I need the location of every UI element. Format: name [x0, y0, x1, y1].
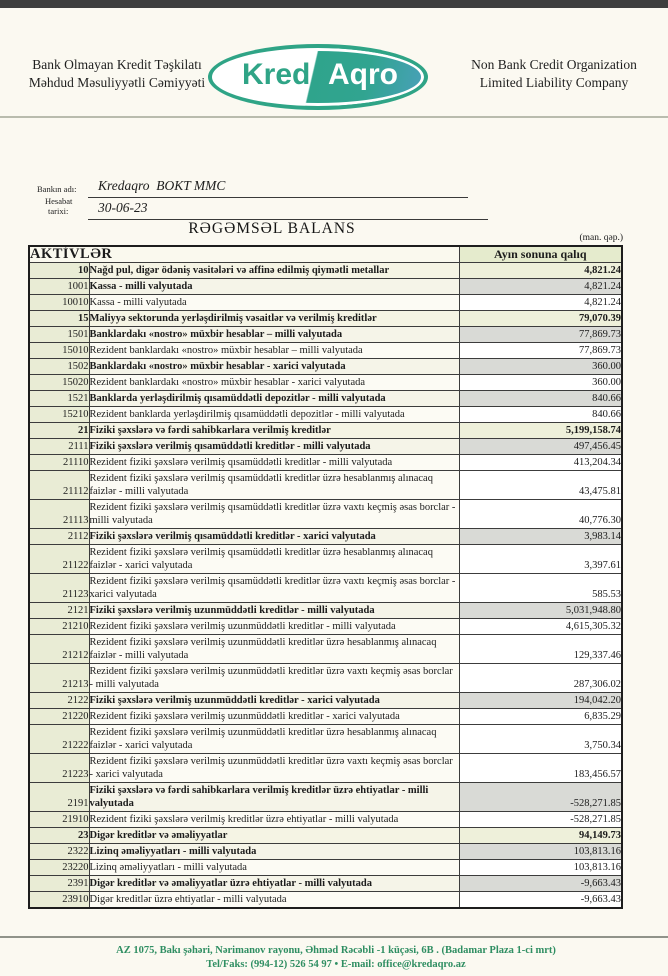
account-label: Rezident fiziki şəxslərə verilmiş uzunmüddətli kreditlər üzrə vaxtı keçmiş əsas borclar - milli valyutada: [89, 664, 459, 693]
table-row: [29, 860, 622, 876]
account-label: Nağd pul, digər ödəniş vasitələri və affinə edilmiş qiymətli metallar: [89, 263, 459, 279]
document-title: RƏGƏMSƏL BALANS: [188, 220, 356, 237]
report-date-label-line1: Hesabat: [45, 196, 73, 206]
account-value: -528,271.85: [459, 812, 622, 828]
table-row: [29, 471, 622, 500]
account-code: 15020: [29, 375, 89, 391]
account-value: 4,615,305.32: [459, 619, 622, 635]
account-value: 43,475.81: [459, 471, 622, 500]
table-row: [29, 635, 622, 664]
account-code: 21112: [29, 471, 89, 500]
account-code: 21222: [29, 725, 89, 754]
value-column-header: Ayın sonuna qalıq: [459, 246, 622, 263]
account-label: Rezident fiziki şəxslərə verilmiş qısamüddətli kreditlər - milli valyutada: [89, 455, 459, 471]
account-value: -9,663.43: [459, 876, 622, 892]
logo-text-kred: Kred: [242, 58, 311, 91]
account-code: 21910: [29, 812, 89, 828]
table-row: [29, 892, 622, 909]
currency-note: (man. qəp.): [579, 233, 623, 243]
account-value: 77,869.73: [459, 327, 622, 343]
account-label: Fiziki şəxslərə verilmiş qısamüddətli kreditlər - milli valyutada: [89, 439, 459, 455]
account-code: 21213: [29, 664, 89, 693]
account-label: Rezident fiziki şəxslərə verilmiş uzunmüddətli kreditlər üzrə vaxtı keçmiş əsas borclar - xarici valyutada: [89, 754, 459, 783]
table-row: [29, 455, 622, 471]
account-label: Fiziki şəxslərə və fərdi sahibkarlara verilmiş kreditlər üzrə ehtiyatlar - milli valyutada: [89, 783, 459, 812]
account-label: Rezident banklardakı «nostro» müxbir hesablar - xarici valyutada: [89, 375, 459, 391]
account-value: 103,813.16: [459, 844, 622, 860]
account-label: Rezident fiziki şəxslərə verilmiş uzunmüddətli kreditlər üzrə hesablanmış alınacaq faizlər - milli valyutada: [89, 635, 459, 664]
company-name-az-line2: Məhdud Məsuliyyətli Cəmiyyəti: [28, 75, 206, 90]
scan-top-bar: [0, 0, 668, 8]
account-code: 2322: [29, 844, 89, 860]
account-label: Fiziki şəxslərə verilmiş uzunmüddətli kreditlər - xarici valyutada: [89, 693, 459, 709]
table-row: [29, 619, 622, 635]
table-row: [29, 828, 622, 844]
account-label: Rezident fiziki şəxslərə verilmiş qısamüddətli kreditlər üzrə hesablanmış alınacaq faizlər - milli valyutada: [89, 471, 459, 500]
table-row: [29, 343, 622, 359]
account-value: 129,337.46: [459, 635, 622, 664]
kredaqro-logo: [208, 44, 428, 110]
account-value: 360.00: [459, 359, 622, 375]
account-label: Rezident fiziki şəxslərə verilmiş kreditlər üzrə ehtiyatlar - milli valyutada: [89, 812, 459, 828]
account-value: 360.00: [459, 375, 622, 391]
account-value: 103,813.16: [459, 860, 622, 876]
header-divider: [0, 116, 668, 118]
account-code: 2111: [29, 439, 89, 455]
account-code: 21: [29, 423, 89, 439]
table-row: [29, 709, 622, 725]
account-label: Banklarda yerləşdirilmiş qısamüddətli depozitlər - milli valyutada: [89, 391, 459, 407]
account-code: 15210: [29, 407, 89, 423]
table-row: [29, 423, 622, 439]
account-code: 1502: [29, 359, 89, 375]
account-value: 194,042.20: [459, 693, 622, 709]
table-row: [29, 263, 622, 279]
report-date-label-line2: tarixi:: [48, 206, 69, 216]
table-row: [29, 327, 622, 343]
table-row: [29, 359, 622, 375]
account-label: Fiziki şəxslərə və fərdi sahibkarlara verilmiş kreditlər: [89, 423, 459, 439]
account-code: 21110: [29, 455, 89, 471]
account-code: 23220: [29, 860, 89, 876]
table-row: [29, 295, 622, 311]
table-header-row: [29, 246, 622, 263]
account-value: 840.66: [459, 407, 622, 423]
table-row: [29, 725, 622, 754]
account-value: 413,204.34: [459, 455, 622, 471]
table-row: [29, 664, 622, 693]
account-label: Digər kreditlər və əməliyyatlar: [89, 828, 459, 844]
report-date-field: 30-06-23: [88, 200, 488, 220]
bank-name-label: Bankın adı:: [37, 184, 77, 194]
company-name-az: [6, 56, 228, 92]
table-row: [29, 407, 622, 423]
account-value: -528,271.85: [459, 783, 622, 812]
account-label: Lizinq əməliyyatları - milli valyutada: [89, 844, 459, 860]
account-value: 94,149.73: [459, 828, 622, 844]
account-value: 3,983.14: [459, 529, 622, 545]
table-row: [29, 693, 622, 709]
table-row: [29, 574, 622, 603]
account-label: Rezident fiziki şəxslərə verilmiş uzunmüddətli kreditlər - xarici valyutada: [89, 709, 459, 725]
account-label: Rezident banklardakı «nostro» müxbir hesablar – milli valyutada: [89, 343, 459, 359]
account-label: Rezident fiziki şəxslərə verilmiş qısamüddətli kreditlər üzrə hesablanmış alınacaq faizlər - xarici valyutada: [89, 545, 459, 574]
table-row: [29, 754, 622, 783]
table-row: [29, 545, 622, 574]
account-code: 1001: [29, 279, 89, 295]
account-code: 21212: [29, 635, 89, 664]
bank-name-field: Kredaqro BOKT MMC: [88, 178, 468, 198]
company-name-en: [448, 56, 660, 92]
account-code: 23: [29, 828, 89, 844]
account-value: 183,456.57: [459, 754, 622, 783]
table-row: [29, 500, 622, 529]
account-value: 77,869.73: [459, 343, 622, 359]
account-value: 79,070.39: [459, 311, 622, 327]
account-code: 21122: [29, 545, 89, 574]
table-row: [29, 279, 622, 295]
account-code: 2391: [29, 876, 89, 892]
table-row: [29, 783, 622, 812]
table-row: [29, 439, 622, 455]
table-row: [29, 844, 622, 860]
table-row: [29, 603, 622, 619]
account-label: Fiziki şəxslərə verilmiş qısamüddətli kreditlər - xarici valyutada: [89, 529, 459, 545]
account-label: Rezident fiziki şəxslərə verilmiş qısamüddətli kreditlər üzrə vaxtı keçmiş əsas borclar - milli valyutada: [89, 500, 459, 529]
account-code: 15: [29, 311, 89, 327]
account-label: Banklardakı «nostro» müxbir hesablar - xarici valyutada: [89, 359, 459, 375]
account-value: -9,663.43: [459, 892, 622, 909]
account-value: 585.53: [459, 574, 622, 603]
account-code: 21113: [29, 500, 89, 529]
account-code: 23910: [29, 892, 89, 909]
table-row: [29, 529, 622, 545]
account-label: Maliyyə sektorunda yerləşdirilmiş vəsaitlər və verilmiş kreditlər: [89, 311, 459, 327]
account-label: Kassa - milli valyutada: [89, 295, 459, 311]
account-code: 2191: [29, 783, 89, 812]
table-row: [29, 391, 622, 407]
table-row: [29, 812, 622, 828]
account-label: Rezident fiziki şəxslərə verilmiş qısamüddətli kreditlər üzrə vaxtı keçmiş əsas borclar - xarici valyutada: [89, 574, 459, 603]
account-label: Rezident fiziki şəxslərə verilmiş uzunmüddətli kreditlər - milli valyutada: [89, 619, 459, 635]
balance-table: [28, 245, 623, 909]
table-row: [29, 311, 622, 327]
account-value: 4,821.24: [459, 279, 622, 295]
account-value: 3,397.61: [459, 545, 622, 574]
account-value: 5,031,948.80: [459, 603, 622, 619]
account-code: 10: [29, 263, 89, 279]
account-code: 21220: [29, 709, 89, 725]
table-body: [29, 263, 622, 909]
account-label: Banklardakı «nostro» müxbir hesablar – milli valyutada: [89, 327, 459, 343]
account-code: 21123: [29, 574, 89, 603]
footer-divider: [0, 936, 668, 938]
account-code: 10010: [29, 295, 89, 311]
account-code: 21210: [29, 619, 89, 635]
footer-address: AZ 1075, Bakı şəhəri, Nərimanov rayonu, Əhməd Rəcəbli -1 küçəsi, 6B . (Badamar Plaza 1-ci mrt): [116, 945, 556, 956]
account-value: 497,456.45: [459, 439, 622, 455]
footer-contact: Tel/Faks: (994-12) 526 54 97 • E-mail: office@kredaqro.az: [206, 959, 466, 970]
account-value: 840.66: [459, 391, 622, 407]
account-code: 2121: [29, 603, 89, 619]
account-code: 1501: [29, 327, 89, 343]
company-name-en-line2: Limited Liability Company: [479, 75, 629, 90]
account-code: 1521: [29, 391, 89, 407]
company-name-en-line1: Non Bank Credit Organization: [471, 57, 637, 72]
account-label: Rezident banklarda yerləşdirilmiş qısamüddətli depozitlər - milli valyutada: [89, 407, 459, 423]
account-label: Digər kreditlər və əməliyyatlar üzrə ehtiyatlar - milli valyutada: [89, 876, 459, 892]
account-code: 15010: [29, 343, 89, 359]
table-row: [29, 375, 622, 391]
company-name-az-line1: Bank Olmayan Kredit Təşkilatı: [32, 57, 202, 72]
account-code: 21223: [29, 754, 89, 783]
table-row: [29, 876, 622, 892]
account-value: 287,306.02: [459, 664, 622, 693]
account-value: 5,199,158.74: [459, 423, 622, 439]
account-label: Rezident fiziki şəxslərə verilmiş uzunmüddətli kreditlər üzrə hesablanmış alınacaq faizlər - xarici valyutada: [89, 725, 459, 754]
section-header-aktivler: AKTİVLƏR: [29, 246, 459, 263]
account-code: 2122: [29, 693, 89, 709]
account-value: 4,821.24: [459, 263, 622, 279]
account-label: Fiziki şəxslərə verilmiş uzunmüddətli kreditlər - milli valyutada: [89, 603, 459, 619]
logo-text-aqro: Aqro: [328, 58, 398, 91]
account-code: 2112: [29, 529, 89, 545]
account-label: Kassa - milli valyutada: [89, 279, 459, 295]
account-value: 4,821.24: [459, 295, 622, 311]
account-label: Digər kreditlər üzrə ehtiyatlar - milli valyutada: [89, 892, 459, 909]
account-label: Lizinq əməliyyatları - milli valyutada: [89, 860, 459, 876]
footer: [36, 944, 636, 972]
account-value: 40,776.30: [459, 500, 622, 529]
account-value: 3,750.34: [459, 725, 622, 754]
account-value: 6,835.29: [459, 709, 622, 725]
